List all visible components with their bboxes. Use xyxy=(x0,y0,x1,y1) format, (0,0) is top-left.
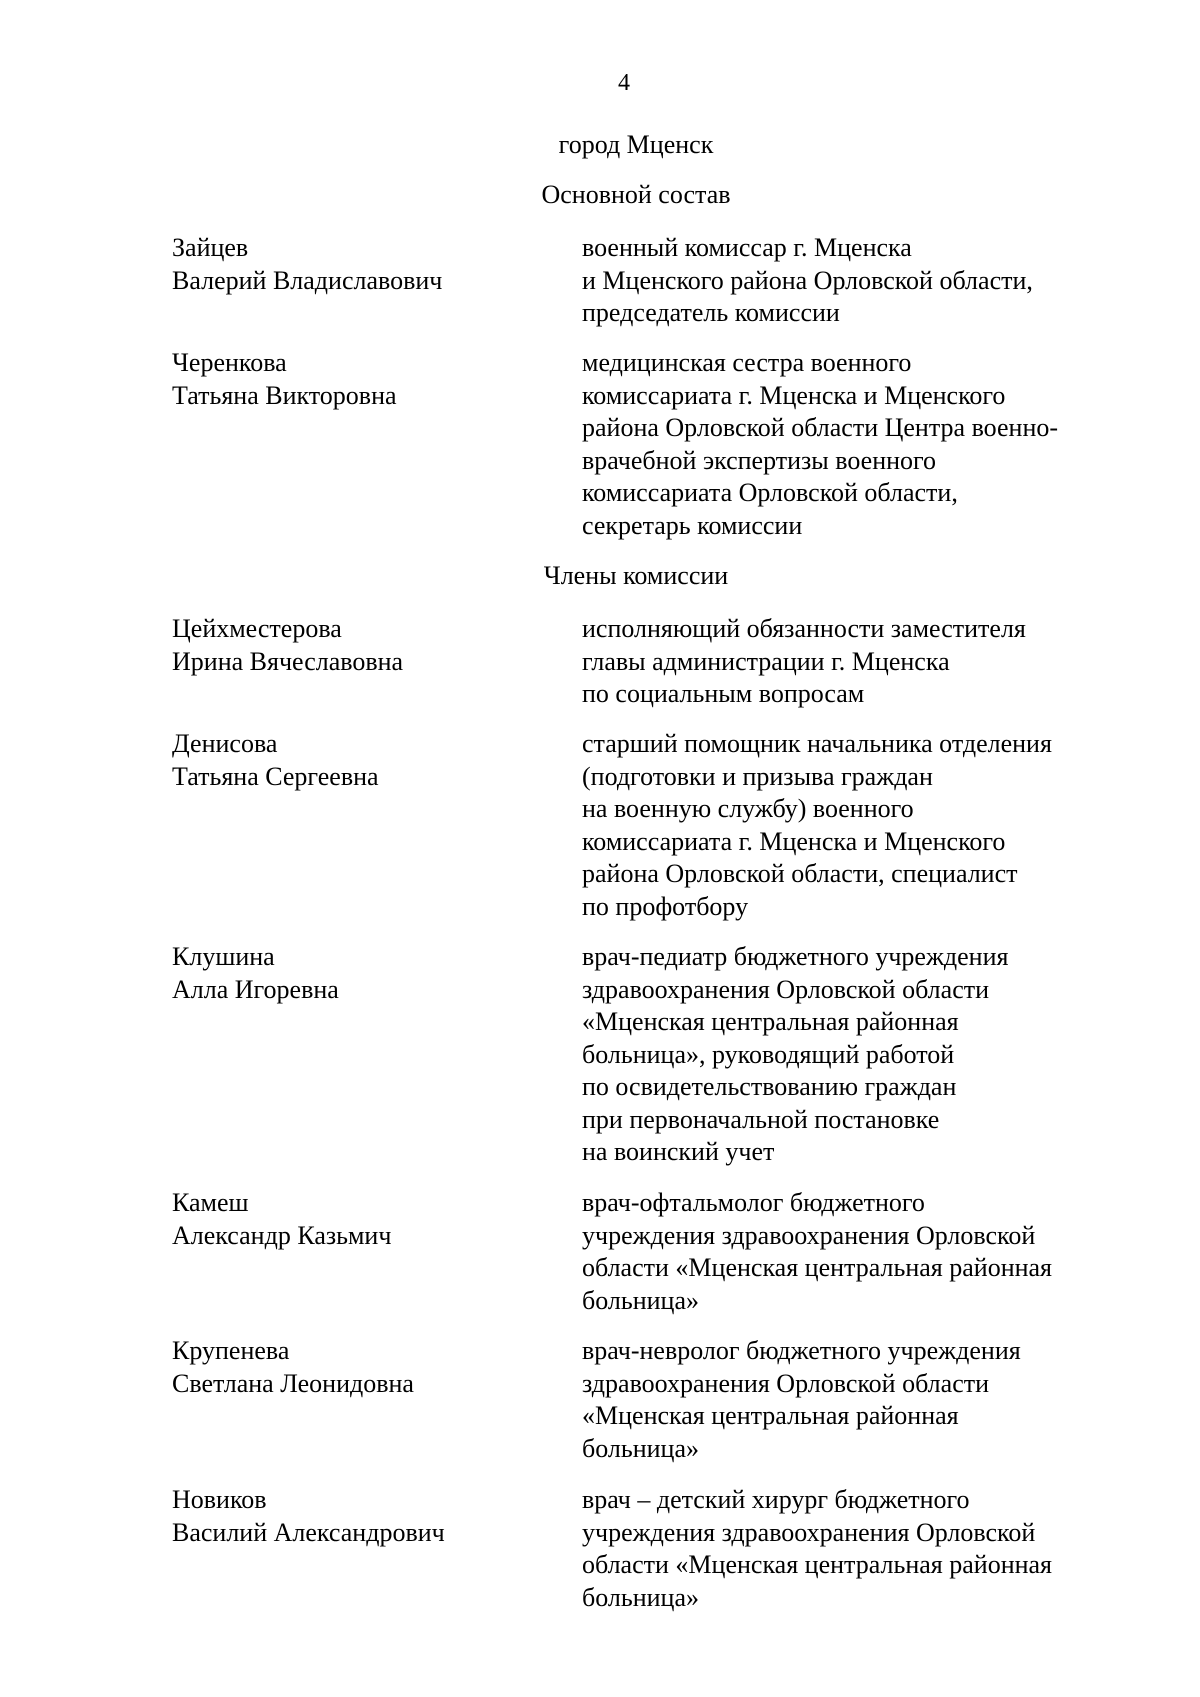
position-line: военный комиссар г. Мценска xyxy=(582,233,912,262)
main-section-title: Основной состав xyxy=(541,180,731,209)
member-name xyxy=(172,1335,414,1400)
member-surname: Крупенева xyxy=(172,1336,290,1365)
position-line: на военную службу) военного xyxy=(582,794,914,823)
member-surname: Новиков xyxy=(172,1485,267,1514)
position-line: «Мценская центральная районная xyxy=(582,1007,959,1036)
member-given-names: Василий Александрович xyxy=(172,1517,445,1547)
member-surname: Денисова xyxy=(172,729,278,758)
member-given-names: Ирина Вячеславовна xyxy=(172,646,404,676)
position-line: комиссариата г. Мценска и Мценского xyxy=(582,380,1006,410)
member-position xyxy=(582,1335,1142,1465)
member-name xyxy=(172,613,403,678)
position-line: старший помощник начальника отделения xyxy=(582,729,1052,758)
member-position xyxy=(582,941,1142,1169)
position-line: больница» xyxy=(582,1433,699,1463)
position-line: председатель комиссии xyxy=(582,298,840,327)
page-number: 4 xyxy=(618,70,630,96)
position-line: по освидетельствованию граждан xyxy=(582,1072,957,1101)
member-position xyxy=(582,1187,1142,1317)
member-name xyxy=(172,1484,445,1549)
position-line: врачебной экспертизы военного xyxy=(582,445,937,475)
member-given-names: Татьяна Сергеевна xyxy=(172,761,379,791)
position-line: (подготовки и призыва граждан xyxy=(582,761,933,791)
member-position xyxy=(582,613,1142,711)
city-title: город Мценск xyxy=(558,130,714,159)
position-line: учреждения здравоохранения Орловской xyxy=(582,1517,1036,1547)
position-line: при первоначальной постановке xyxy=(582,1104,940,1134)
position-line: больница» xyxy=(582,1285,699,1315)
position-line: исполняющий обязанности заместителя xyxy=(582,614,1026,643)
position-line: медицинская сестра военного xyxy=(582,348,912,377)
position-line: и Мценского района Орловской области, xyxy=(582,265,1033,295)
member-surname: Цейхместерова xyxy=(172,614,342,643)
position-line: комиссариата г. Мценска и Мценского xyxy=(582,826,1006,856)
member-name xyxy=(172,1187,391,1252)
position-line: врач-невролог бюджетного учреждения xyxy=(582,1336,1021,1365)
position-line: врач-офтальмолог бюджетного xyxy=(582,1188,925,1217)
position-line: больница» xyxy=(582,1582,699,1612)
member-given-names: Валерий Владиславович xyxy=(172,265,443,295)
member-surname: Зайцев xyxy=(172,233,249,262)
position-line: на воинский учет xyxy=(582,1137,775,1166)
position-line: здравоохранения Орловской области xyxy=(582,974,990,1004)
position-line: учреждения здравоохранения Орловской xyxy=(582,1220,1036,1250)
member-given-names: Александр Казьмич xyxy=(172,1220,392,1250)
position-line: района Орловской области, специалист xyxy=(582,859,1018,888)
member-name xyxy=(172,232,442,297)
position-line: по социальным вопросам xyxy=(582,679,865,708)
position-line: врач – детский хирург бюджетного xyxy=(582,1485,970,1514)
members-section-title: Члены комиссии xyxy=(543,561,729,590)
position-line: здравоохранения Орловской области xyxy=(582,1368,990,1398)
position-line: области «Мценская центральная районная xyxy=(582,1253,1053,1282)
member-name xyxy=(172,728,379,793)
member-position xyxy=(582,232,1142,330)
member-position xyxy=(582,1484,1142,1614)
member-given-names: Татьяна Викторовна xyxy=(172,380,397,410)
member-given-names: Светлана Леонидовна xyxy=(172,1368,414,1398)
member-name xyxy=(172,941,339,1006)
position-line: комиссариата Орловской области, xyxy=(582,478,958,507)
position-line: района Орловской области Центра военно- xyxy=(582,413,1059,442)
member-surname: Черенкова xyxy=(172,348,287,377)
position-line: главы администрации г. Мценска xyxy=(582,646,950,676)
position-line: врач-педиатр бюджетного учреждения xyxy=(582,942,1009,971)
member-given-names: Алла Игоревна xyxy=(172,974,339,1004)
member-name xyxy=(172,347,397,412)
member-position xyxy=(582,728,1142,923)
position-line: больница», руководящий работой xyxy=(582,1039,955,1069)
position-line: области «Мценская центральная районная xyxy=(582,1550,1053,1579)
member-surname: Камеш xyxy=(172,1188,249,1217)
member-surname: Клушина xyxy=(172,942,275,971)
position-line: секретарь комиссии xyxy=(582,510,803,540)
position-line: «Мценская центральная районная xyxy=(582,1401,959,1430)
position-line: по профотбору xyxy=(582,891,749,921)
member-position xyxy=(582,347,1142,542)
